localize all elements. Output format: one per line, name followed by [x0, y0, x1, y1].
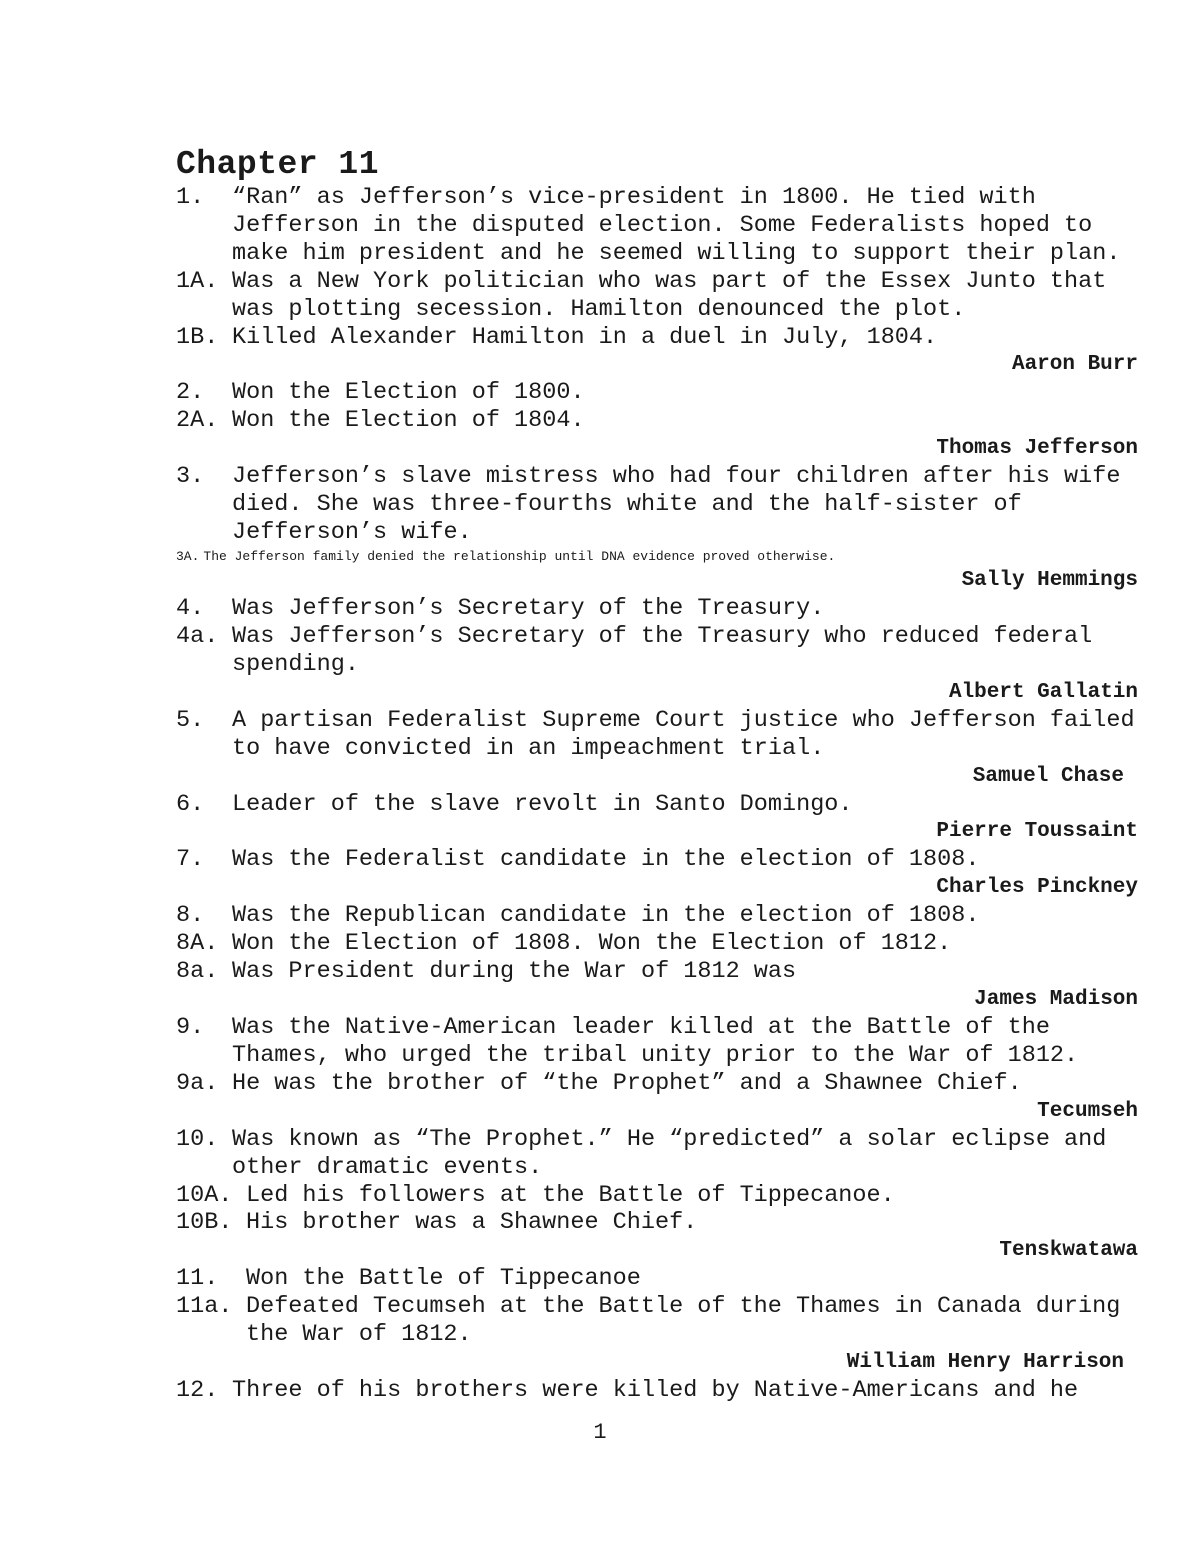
question-number: 1A. — [176, 267, 219, 295]
answer-label: Pierre Toussaint — [936, 820, 1138, 844]
question-text: Was a New York politician who was part of the Essex Junto that was plotting secession. Hamilton denounced the plot. — [232, 267, 1107, 323]
question-number: 2A. — [176, 407, 219, 435]
question-text: Defeated Tecumseh at the Battle of the Thames in Canada during the War of 1812. — [246, 1293, 1121, 1349]
question-number: 6. — [176, 790, 205, 818]
question-text: Leader of the slave revolt in Santo Domingo. — [232, 790, 853, 818]
question-number: 11a. — [176, 1293, 233, 1321]
question-text: Was the Federalist candidate in the election of 1808. — [232, 846, 980, 874]
question-text: Won the Battle of Tippecanoe — [246, 1265, 641, 1293]
question-text: Led his followers at the Battle of Tippecanoe. — [246, 1181, 895, 1209]
question-text: A partisan Federalist Supreme Court justice who Jefferson failed to have convicted in an impeachment trial. — [232, 706, 1135, 762]
answer-label: Samuel Chase — [972, 764, 1124, 788]
answer-label: Tecumseh — [1037, 1099, 1138, 1123]
question-text: Killed Alexander Hamilton in a duel in July, 1804. — [232, 323, 938, 351]
question-item — [176, 268, 1138, 324]
chapter-title: Chapter 11 — [176, 146, 380, 183]
question-number: 1B. — [176, 323, 219, 351]
question-number: 5. — [176, 706, 205, 734]
question-text: He was the brother of “the Prophet” and a Shawnee Chief. — [232, 1069, 1022, 1097]
answer-label: James Madison — [974, 988, 1138, 1012]
question-number: 3A. — [176, 548, 200, 564]
question-number: 3. — [176, 463, 205, 491]
question-item — [176, 623, 1138, 679]
question-item — [176, 407, 1138, 435]
question-number: 12. — [176, 1377, 219, 1405]
question-item — [176, 1293, 1138, 1349]
question-item — [176, 324, 1138, 352]
question-number: 9a. — [176, 1069, 219, 1097]
question-item — [176, 1377, 1138, 1405]
question-number: 8A. — [176, 930, 219, 958]
page-number: 1 — [593, 1420, 607, 1445]
answer-label: Sally Hemmings — [961, 568, 1138, 592]
question-item — [176, 1126, 1138, 1182]
question-item — [176, 846, 1138, 874]
question-number: 4a. — [176, 622, 219, 650]
question-number: 10A. — [176, 1181, 233, 1209]
question-number: 7. — [176, 846, 205, 874]
question-item — [176, 1070, 1138, 1098]
question-item — [176, 1209, 1138, 1237]
question-item — [176, 791, 1138, 819]
question-item — [176, 1182, 1138, 1210]
question-text: Was Jefferson’s Secretary of the Treasury who reduced federal spending. — [232, 622, 1093, 678]
question-number: 11. — [176, 1265, 219, 1293]
answer-label: William Henry Harrison — [846, 1351, 1124, 1375]
answer-label: Tenskwatawa — [999, 1239, 1138, 1263]
question-item — [176, 930, 1138, 958]
question-number: 8. — [176, 902, 205, 930]
question-text: Was Jefferson’s Secretary of the Treasury. — [232, 594, 825, 622]
question-list — [176, 184, 1138, 1405]
question-text: Was the Republican candidate in the election of 1808. — [232, 902, 980, 930]
question-item — [176, 902, 1138, 930]
question-item — [176, 184, 1138, 268]
question-text: The Jefferson family denied the relationship until DNA evidence proved otherwise. — [203, 548, 836, 564]
question-text: Won the Election of 1804. — [232, 407, 585, 435]
question-text: Was President during the War of 1812 was — [232, 958, 797, 986]
question-number: 4. — [176, 594, 205, 622]
question-text: “Ran” as Jefferson’s vice-president in 1800. He tied with Jefferson in the disputed election. Some Federalists hoped to make him president and he seemed willing to support their plan. — [232, 184, 1121, 267]
question-number: 8a. — [176, 958, 219, 986]
answer-label: Albert Gallatin — [948, 680, 1138, 704]
question-text: Three of his brothers were killed by Native-Americans and he — [232, 1377, 1079, 1405]
answer-label: Aaron Burr — [1011, 353, 1138, 377]
document-page — [176, 146, 1138, 1405]
question-number: 2. — [176, 379, 205, 407]
answer-label: Thomas Jefferson — [936, 437, 1138, 461]
question-text: Was known as “The Prophet.” He “predicted” a solar eclipse and other dramatic events. — [232, 1125, 1107, 1181]
question-text: Won the Election of 1808. Won the Election of 1812. — [232, 930, 952, 958]
question-item — [176, 707, 1138, 763]
question-item — [176, 595, 1138, 623]
question-number: 1. — [176, 184, 205, 211]
question-text: His brother was a Shawnee Chief. — [246, 1209, 698, 1237]
question-item — [176, 463, 1138, 547]
question-item — [176, 379, 1138, 407]
question-item — [176, 547, 1138, 567]
question-number: 10. — [176, 1125, 219, 1153]
question-text: Won the Election of 1800. — [232, 379, 585, 407]
answer-label: Charles Pinckney — [936, 876, 1138, 900]
question-item — [176, 958, 1138, 986]
question-item — [176, 1265, 1138, 1293]
question-number: 10B. — [176, 1209, 233, 1237]
question-item — [176, 1014, 1138, 1070]
question-text: Jefferson’s slave mistress who had four children after his wife died. She was three-fourths white and the half-sister of Jefferson’s wife. — [232, 463, 1121, 547]
question-number: 9. — [176, 1014, 205, 1042]
question-text: Was the Native-American leader killed at the Battle of the Thames, who urged the tribal unity prior to the War of 1812. — [232, 1014, 1079, 1069]
